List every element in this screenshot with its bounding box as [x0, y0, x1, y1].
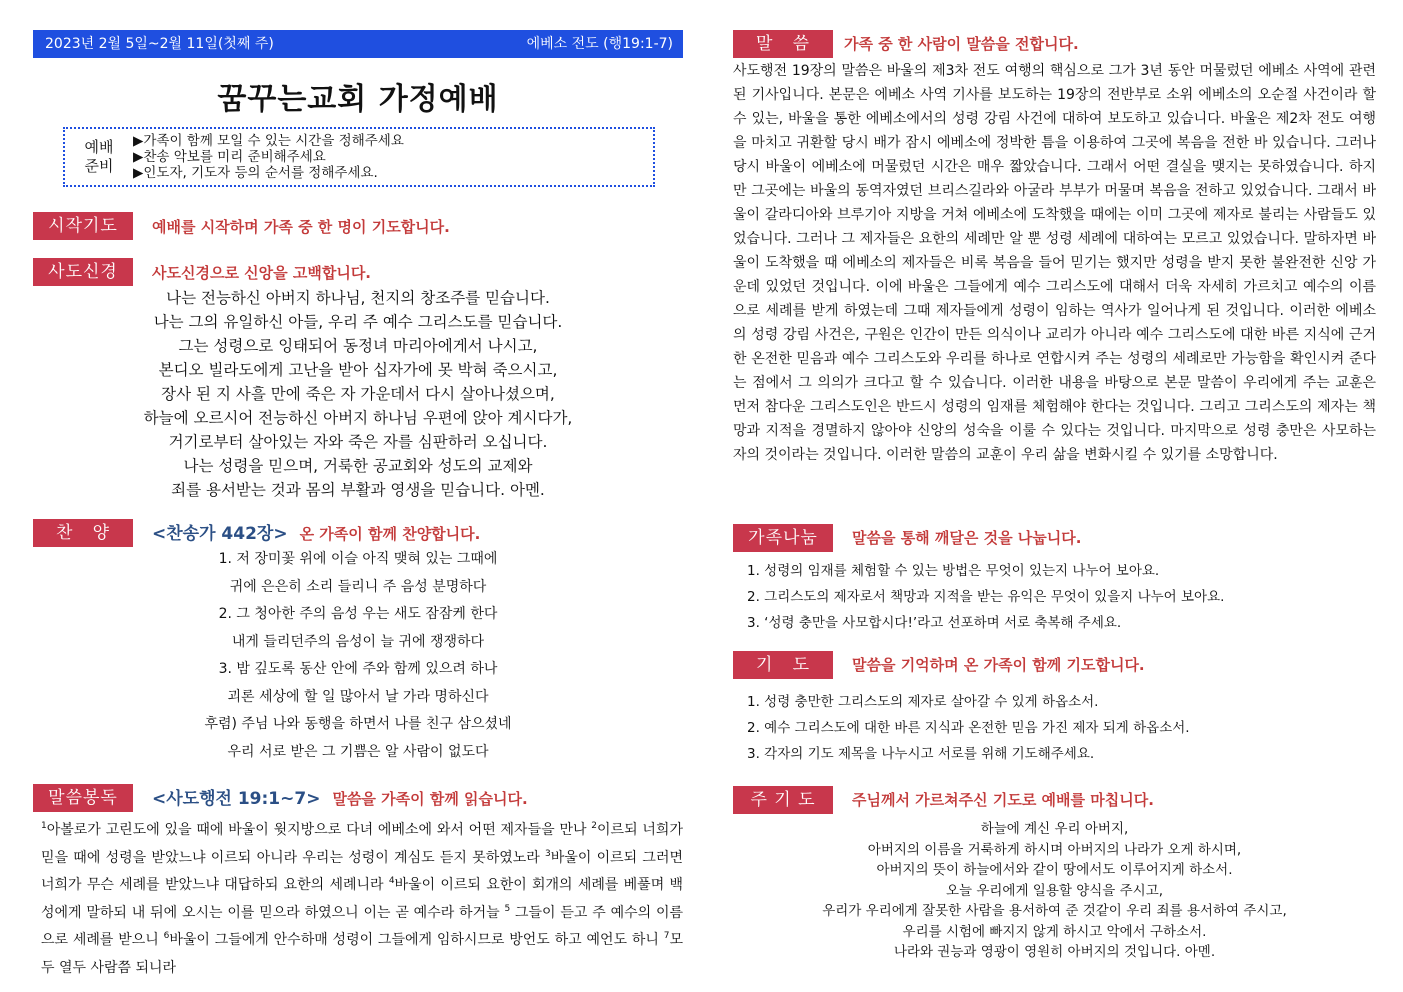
- lords-prayer-text: [733, 819, 1376, 963]
- creed-line: 나는 성령을 믿으며, 거룩한 공교회와 성도의 교제와: [183, 457, 533, 475]
- hymn-line: 후렴) 주님 나와 동행을 하면서 나를 친구 삼으셨네: [204, 716, 512, 732]
- creed-text: [33, 286, 683, 502]
- sermon-body: 사도행전 19장의 말씀은 바울의 제3차 전도 여행의 핵심으로 그가 3년 동안 머물렀던 에베소 사역에 관련된 기사입니다. 본문은 에베소 사역 기사를 보도하는 19장의 전반부로 소위 에베소의 오순절 사건이라 할 수 있는, 바울을 통한 에베소에서의 성령 강림 사건에 대하여 보도하고 있습니다. 바울은 제2차 전도 여행을 마치고 귀환할 당시 배가 잠시 에베소에 정박한 틈을 이용하여 그곳에 복음을 전한 바 있습니다. 그러나 당시 바울이 에베소에 머물렀던 시간은 매우 짧았습니다. 그래서 어떤 결실을 맺지는 못하였습니다. 하지만 그곳에는 바울의 동역자였던 브리스길라와 아굴라 부부가 머물며 복음을 전하고 있었습니다. 그래서 바울이 갈라디아와 브루기아 지방을 거쳐 에베소에 도착했을 때에는 이미 그곳에 제자로 불리는 사람들도 있었습니다. 그러나 그 제자들은 요한의 세례만 알 뿐 성령 세례에 대하여는 모르고 있었습니다. 말하자면 바울이 도착했을 때 에베소의 제자들은 비록 복음을 들어 믿기는 했지만 성령을 받지 못한 불완전한 신앙 가운데 있었던 것입니다. 이에 바울은 그들에게 예수 그리스도에 대해서 더욱 자세히 가르치고 예수의 이름으로 세례를 받게 하였는데 그때 제자들에게 성령이 임하는 역사가 일어나게 된 것입니다. 이러한 에베소의 성령 강림 사건은, 구원은 인간이 만든 의식이나 교리가 아니라 예수 그리스도에 대한 바른 지식에 근거한 온전한 믿음과 예수 그리스도와 우리를 하나로 연합시켜 주는 성령의 세례로만 가능함을 확인시켜 준다는 점에서 그 의의가 크다고 할 수 있습니다. 이러한 내용을 바탕으로 본문 말씀이 우리에게 주는 교훈은 먼저 참다운 그리스도인은 반드시 성령의 임재를 체험해야 한다는 것입니다. 그리고 그리스도의 제자는 책망과 지적을 경멸하지 않아야 신앙의 성숙을 이룰 수 있다는 것입니다. 마지막으로 성령 충만은 사모하는 자의 것이라는 것입니다. 이러한 말씀의 교훈이 우리 삶을 변화시킬 수 있기를 소망합니다.: [733, 63, 1376, 463]
- sharing-list: [747, 558, 1367, 636]
- sharing-instruction: 말씀을 통해 깨달은 것을 나눕니다.: [852, 529, 1082, 547]
- creed-instruction: 사도신경으로 신앙을 고백합니다.: [152, 264, 372, 282]
- prayer-tag: 기 도: [733, 651, 833, 679]
- reading-instruction: <사도행전 19:1~7> 말씀을 가족이 함께 읽습니다.: [152, 789, 528, 809]
- preparation-items: [133, 133, 404, 181]
- verse-text: 아볼로가 고린도에 있을 때에 바울이 윗지방으로 다녀 에베소에 와서 어떤 제자들을 만나: [46, 822, 592, 838]
- prayer-item: 2. 예수 그리스도에 대한 바른 지식과 온전한 믿음 가진 제자 되게 하옵소서.: [747, 720, 1190, 736]
- verse-text: 바울이 그들에게 안수하매 성령이 그들에게 임하시므로 방언도 하고 예언도 하니: [169, 932, 664, 948]
- sermon-tag: 말 씀: [733, 30, 833, 58]
- hymn-line: 괴론 세상에 할 일 많아서 날 가라 명하신다: [227, 688, 489, 705]
- sermon-instruction: 가족 중 한 사람이 말씀을 전합니다.: [844, 35, 1079, 53]
- verse-text: 이르되 너희가 믿을 때에 성령을 받았느냐 이르되 아니라 우리는 성령이 계심도 듣지 못하였노라: [41, 822, 683, 866]
- preparation-item: ▶인도자, 기도자 등의 순서를 정해주세요.: [133, 165, 378, 181]
- hymn-instruction: <찬송가 442장> 온 가족이 함께 찬양합니다.: [152, 524, 481, 544]
- date-range: 2023년 2월 5일~2월 11일(첫째 주): [45, 36, 274, 52]
- creed-line: 죄를 용서받는 것과 몸의 부활과 영생을 믿습니다. 아멘.: [171, 481, 545, 499]
- hymn-line: 우리 서로 받은 그 기쁨은 알 사람이 없도다: [227, 743, 489, 760]
- verse-number: 7: [663, 931, 670, 941]
- right-column: [733, 0, 1376, 992]
- hymn-line: 3. 밤 깊도록 동산 안에 주와 함께 있으려 하나: [218, 661, 498, 677]
- creed-line: 장사 된 지 사흘 만에 죽은 자 가운데서 다시 살아나셨으며,: [161, 385, 555, 403]
- series-title: 에베소 전도 (행19:1-7): [526, 36, 673, 52]
- sharing-item: 1. 성령의 임재를 체험할 수 있는 방법은 무엇이 있는지 나누어 보아요.: [747, 563, 1160, 579]
- page-title: 꿈꾸는교회 가정예배: [217, 82, 499, 117]
- creed-tag: 사도신경: [33, 258, 133, 286]
- hymn-number: <찬송가 442장>: [152, 524, 288, 544]
- header-bar: [33, 30, 683, 58]
- lords-prayer-line: 아버지의 뜻이 하늘에서와 같이 땅에서도 이루어지게 하소서.: [876, 862, 1233, 878]
- prayer-item: 1. 성령 충만한 그리스도의 제자로 살아갈 수 있게 하옵소서.: [747, 694, 1099, 710]
- creed-line: 본디오 빌라도에게 고난을 받아 십자가에 못 박혀 죽으시고,: [158, 361, 558, 379]
- lords-prayer-line: 우리가 우리에게 잘못한 사람을 용서하여 준 것같이 우리 죄를 용서하여 주시고,: [822, 903, 1287, 919]
- verse-number: 1: [41, 821, 47, 831]
- prayer-instruction: 말씀을 기억하며 온 가족이 함께 기도합니다.: [852, 656, 1145, 674]
- verse-number: 3: [545, 848, 551, 859]
- preparation-item: ▶찬송 악보를 미리 준비해주세요: [133, 149, 326, 165]
- lords-prayer-line: 우리를 시험에 빠지지 않게 하시고 악에서 구하소서.: [902, 923, 1207, 940]
- verse-number: 4: [388, 876, 395, 886]
- creed-line: 하늘에 오르시어 전능하신 아버지 하나님 우편에 앉아 계시다가,: [143, 409, 573, 427]
- creed-line: 그는 성령으로 잉태되어 동정녀 마리아에게서 나시고,: [178, 337, 538, 355]
- verse-number: 5: [504, 903, 511, 914]
- sharing-item: 2. 그리스도의 제자로서 책망과 지적을 받는 유익은 무엇이 있을지 나누어 보아요.: [747, 589, 1225, 605]
- lords-prayer-line: 아버지의 이름을 거룩하게 하시며 아버지의 나라가 오게 하시며,: [867, 841, 1242, 858]
- hymn-lyrics: [33, 546, 683, 766]
- prayer-list: [747, 689, 1367, 767]
- creed-line: 나는 그의 유일하신 아들, 우리 주 예수 그리스도를 믿습니다.: [153, 313, 563, 331]
- reading-tag: 말씀봉독: [33, 784, 133, 812]
- verse-number: 6: [163, 931, 170, 941]
- opening-prayer-tag: 시작기도: [33, 212, 133, 240]
- hymn-line: 2. 그 청아한 주의 음성 우는 새도 잠잠케 한다: [218, 606, 498, 622]
- verse-text: 바울이 이르되 그러면 너희가 무슨 세례를 받았느냐 대답하되 요한의 세례니라: [41, 849, 683, 893]
- preparation-box: [63, 127, 655, 187]
- hymn-tag: 찬 양: [33, 519, 133, 547]
- opening-prayer-instruction: 예배를 시작하며 가족 중 한 명이 기도합니다.: [152, 218, 450, 236]
- verse-text: 바울이 이르되 요한이 회개의 세례를 베풀며 백성에게 말하되 내 뒤에 오시는 이를 믿으라 하였으니 이는 곧 예수라 하거늘: [41, 877, 684, 921]
- verse-text: 모두 열두 사람쯤 되니라: [41, 932, 683, 976]
- verse-number: 2: [591, 821, 598, 831]
- sharing-tag: 가족나눔: [733, 524, 833, 552]
- lords-prayer-line: 나라와 권능과 영광이 영원히 아버지의 것입니다. 아멘.: [893, 944, 1216, 960]
- sharing-item: 3. ‘성령 충만을 사모합시다!’라고 선포하며 서로 축복해 주세요.: [747, 615, 1122, 631]
- creed-line: 거기로부터 살아있는 자와 죽은 자를 심판하러 오십니다.: [168, 433, 548, 451]
- lords-prayer-line: 오늘 우리에게 일용할 양식을 주시고,: [945, 882, 1164, 899]
- preparation-item: ▶가족이 함께 모일 수 있는 시간을 정해주세요: [133, 133, 404, 149]
- preparation-label: 예배 준비: [84, 138, 114, 175]
- lords-prayer-line: 하늘에 계신 우리 아버지,: [980, 821, 1129, 837]
- prayer-item: 3. 각자의 기도 제목을 나누시고 서로를 위해 기도해주세요.: [747, 746, 1095, 762]
- reading-reference: <사도행전 19:1~7>: [152, 789, 321, 809]
- creed-line: 나는 전능하신 아버지 하나님, 천지의 창조주를 믿습니다.: [166, 289, 550, 307]
- left-column: [33, 0, 683, 992]
- hymn-line: 내게 들리던주의 음성이 늘 귀에 쟁쟁하다: [231, 633, 485, 650]
- lords-prayer-tag: 주 기 도: [733, 786, 833, 814]
- hymn-line: 귀에 은은히 소리 들리니 주 음성 분명하다: [229, 578, 487, 595]
- scripture-text: [41, 817, 683, 982]
- lords-prayer-instruction: 주님께서 가르쳐주신 기도로 예배를 마칩니다.: [852, 791, 1154, 809]
- verse-text: 그들이 듣고 주 예수의 이름으로 세례를 받으니: [41, 904, 684, 948]
- hymn-line: 1. 저 장미꽃 위에 이슬 아직 맺혀 있는 그때에: [218, 551, 498, 567]
